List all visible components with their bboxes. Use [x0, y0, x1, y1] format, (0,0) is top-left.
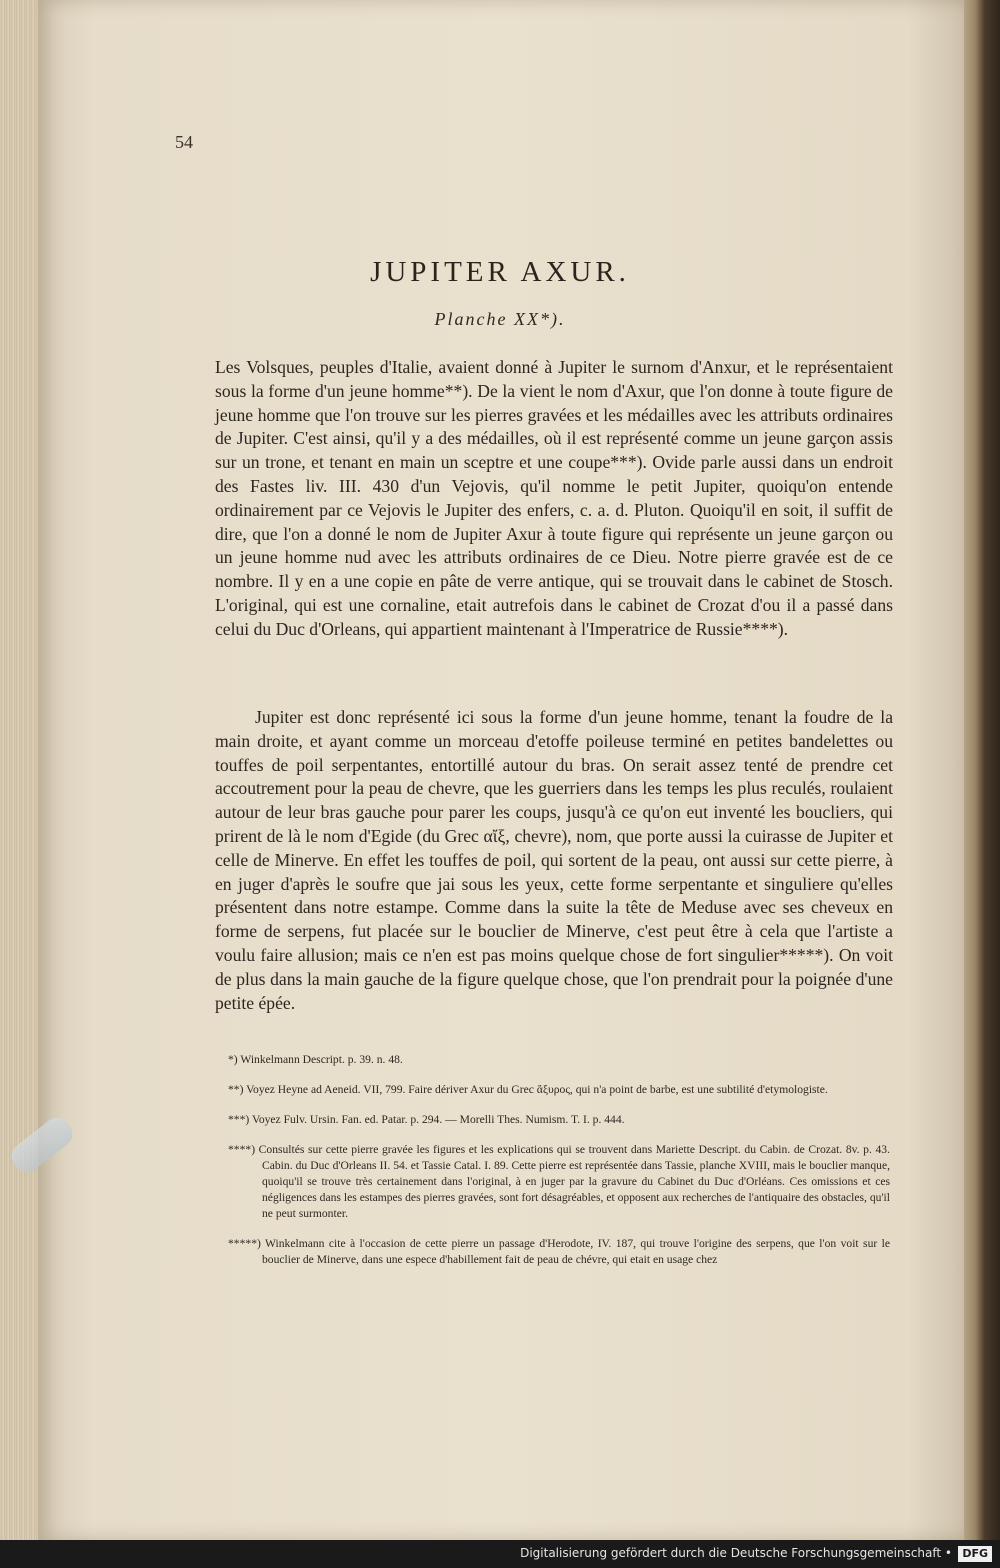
footnote-2: **) Voyez Heyne ad Aeneid. VII, 799. Faire dériver Axur du Grec ἄξυρος, qui n'a point de barbe, est une subtilité d'etymologiste.: [228, 1083, 828, 1096]
footnote-5: *****) Winkelmann cite à l'occasion de cette pierre un passage d'Herodote, IV. 187, qui trouve l'origine des serpens, que l'on voit sur le bouclier de Minerve, dans une espece d'habillement fait de peau de chévre, qui etait en usage chez: [228, 1237, 890, 1266]
paragraph-2: Jupiter est donc représenté ici sous la forme d'un jeune homme, tenant la foudre de la main droite, et ayant comme un morceau d'etoffe poileuse terminé en petites bandelettes ou touffes de poil serpentantes, entortillé autour du bras. On serait assez tenté de prendre cet accoutrement pour la peau de chevre, que les guerriers dans les temps les plus reculés, roulaient autour de leur bras gauche pour parer les coups, jusqu'à ce qu'on eut inventé les boucliers, qui prirent de là le nom d'Egide (du Grec αἴξ, chevre), nom, que porte aussi la cuirasse de Jupiter et celle de Minerve. En effet les touffes de poil, qui sortent de la peau, ont aussi sur cette pierre, à en juger d'après le soufre que jai sous les yeux, cette forme serpentante et singuliere qu'elles présentent dans notre estampe. Comme dans la suite la tête de Meduse avec ses cheveux en forme de serpens, fut placée sur le bouclier de Minerve, c'est peut être à cela que l'artiste a voulu faire allusion; mais ce n'en est pas moins quelque chose de fort singulier*****). On voit de plus dans la main gauche de la figure quelque chose, que l'on prendrait pour la poignée d'une petite épée.: [215, 707, 893, 1013]
funding-credit: Digitalisierung gefördert durch die Deutsche Forschungsgemeinschaft •: [520, 1546, 952, 1560]
plate-subtitle: Planche XX*).: [434, 309, 566, 329]
footnotes: [228, 1052, 890, 1282]
page-edges: [0, 0, 40, 1540]
footnote-1: *) Winkelmann Descript. p. 39. n. 48.: [228, 1053, 403, 1066]
footnote-4: ****) Consultés sur cette pierre gravée les figures et les explications qui se trouvent dans Mariette Descript. du Cabin. de Crozat. 8v. p. 43. Cabin. du Duc d'Orleans II. 54. et Tassie Catal. I. 89. Cette pierre est représentée dans Tassie, planche XVIII, mais le bouclier manque, quoiqu'il se trouve très certainement dans l'original, à en juger par la gravure du Cabinet du Duc d'Orléans. Ces omissions et ces négligences dans les estampes des pierres gravées, sont fort désagréables, et opposent aux recherches de l'antiquaire des obstacles, qu'il ne peut surmonter.: [228, 1143, 890, 1220]
chapter-title: JUPITER AXUR.: [370, 256, 630, 288]
dfg-logo: DFG: [958, 1546, 992, 1562]
footnote-3: ***) Voyez Fulv. Ursin. Fan. ed. Patar. p. 294. — Morelli Thes. Numism. T. I. p. 444.: [228, 1113, 625, 1126]
book-cover-edge: [962, 0, 1000, 1540]
paragraph-1: Les Volsques, peuples d'Italie, avaient donné à Jupiter le surnom d'Anxur, et le représentaient sous la forme d'un jeune homme**). De la vient le nom d'Axur, que l'on donne à toute figure de jeune homme que l'on trouve sur les pierres gravées et les médailles avec les attributs ordinaires de Jupiter. C'est ainsi, qu'il y a des médailles, où il est représenté comme un jeune garçon assis sur un trone, et tenant en main un sceptre et une coupe***). Ovide parle aussi dans un endroit des Fastes liv. III. 430 d'un Vejovis, qu'il nomme le petit Jupiter, quoiqu'on entende ordinairement par ce Vejovis le Jupiter des enfers, c. a. d. Pluton. Quoiqu'il en soit, il suffit de dire, que l'on a donné le nom de Jupiter Axur à toute figure qui représente un jeune garçon ou un jeune homme nud avec les attributs ordinaires de ce Dieu. Notre pierre gravée est de ce nombre. Il y en a une copie en pâte de verre antique, qui se trouvait dans le cabinet de Stosch. L'original, qui est une cornaline, etait autrefois dans le cabinet de Crozat d'ou il a passé dans celui du Duc d'Orleans, qui appartient maintenant à l'Imperatrice de Russie****).: [215, 357, 893, 639]
page-number: 54: [175, 132, 193, 152]
